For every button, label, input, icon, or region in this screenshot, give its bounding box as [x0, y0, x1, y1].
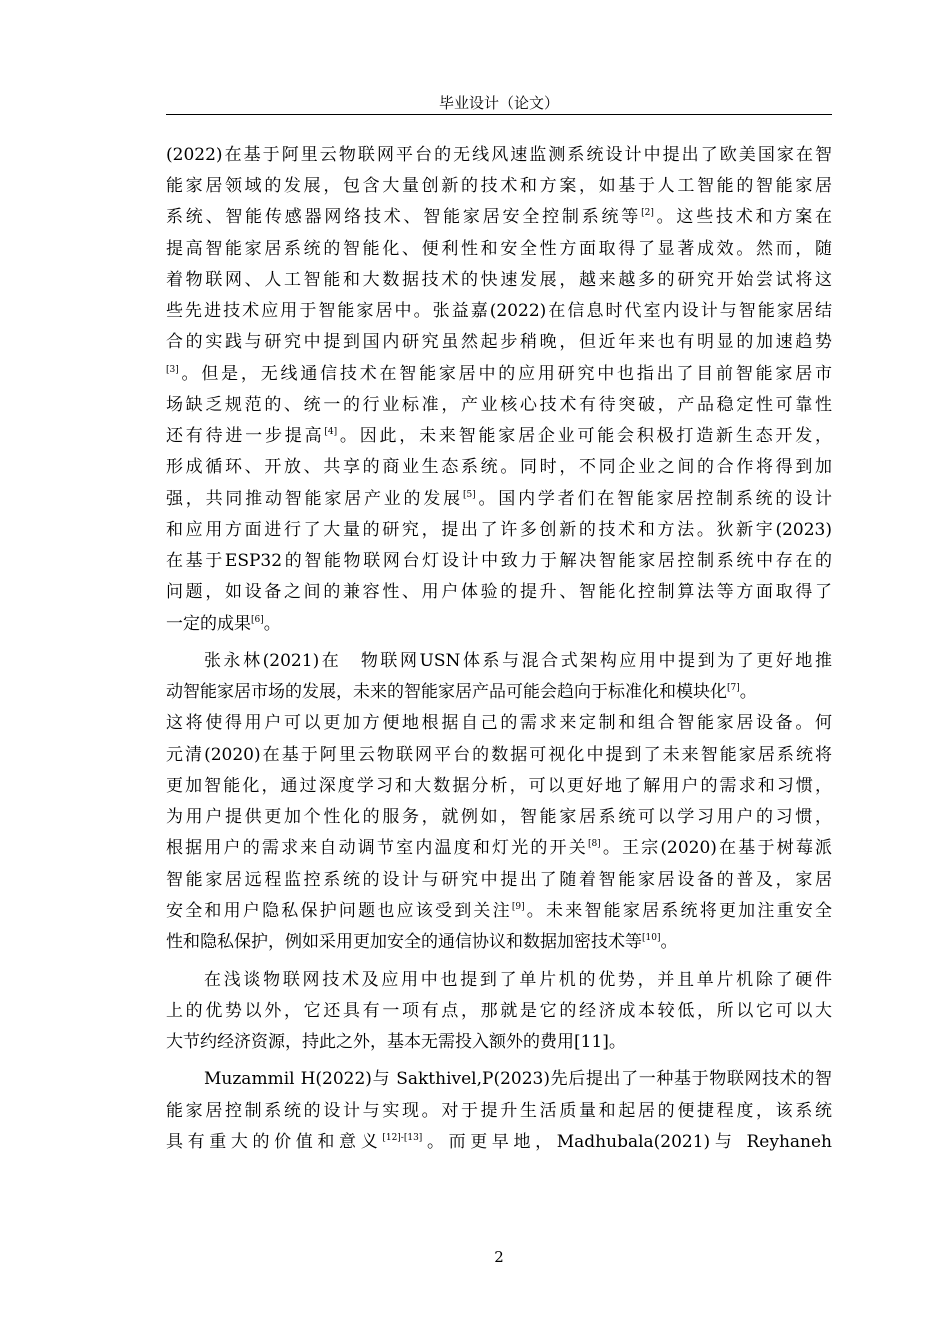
- citation-mark: [9]: [511, 902, 525, 912]
- text-line: 这将使得用户可以更加方便地根据自己的需求来定制和组合智能家居设备。何: [166, 713, 832, 733]
- text-line: 在基于ESP32的智能物联网台灯设计中致力于解决智能家居控制系统中存在的: [166, 551, 832, 571]
- text-line: 能家居控制系统的设计与实现。对于提升生活质量和起居的便捷程度，该系统: [166, 1101, 832, 1121]
- citation-mark: [2]: [641, 208, 654, 218]
- text-line: 根据用户的需求来自动调节室内温度和灯光的开关[8]。王宗(2020)在基于树莓派: [166, 838, 833, 858]
- citation-mark: [7]: [727, 683, 740, 693]
- text-line: 动智能家居市场的发展，未来的智能家居产品可能会趋向于标准化和模块化[7]。: [166, 682, 757, 702]
- text-line: 形成循环、开放、共享的商业生态系统。同时，不同企业之间的合作将得到加: [166, 457, 832, 477]
- citation-mark: [4]: [324, 427, 338, 437]
- citation-mark: [8]: [587, 839, 601, 849]
- header-rule: [166, 114, 832, 115]
- text-line: 张永林(2021)在 物联网USN体系与混合式架构应用中提到为了更好地推: [204, 651, 832, 671]
- text-line: 一定的成果[6]。: [166, 614, 281, 634]
- text-line: 智能家居远程监控系统的设计与研究中提出了随着智能家居设备的普及，家居: [166, 870, 832, 890]
- text-line: (2022)在基于阿里云物联网平台的无线风速监测系统设计中提出了欧美国家在智: [166, 145, 832, 165]
- citation-mark: [12]-[13]: [382, 1133, 423, 1143]
- text-line: 在浅谈物联网技术及应用中也提到了单片机的优势，并且单片机除了硬件: [204, 970, 832, 990]
- text-line: 为用户提供更加个性化的服务，就例如，智能家居系统可以学习用户的习惯，: [166, 807, 832, 827]
- text-line: 着物联网、人工智能和大数据技术的快速发展，越来越多的研究开始尝试将这: [166, 270, 832, 290]
- text-line: 安全和用户隐私保护问题也应该受到关注[9]。未来智能家居系统将更加注重安全: [166, 901, 833, 921]
- text-line: 强，共同推动智能家居产业的发展[5]。国内学者们在智能家居控制系统的设计: [166, 489, 833, 509]
- text-line: 提高智能家居系统的智能化、便利性和安全性方面取得了显著成效。然而，随: [166, 239, 832, 259]
- citation-mark: [10]: [642, 933, 661, 943]
- citation-mark: [6]: [251, 615, 264, 625]
- text-line: 场缺乏规范的、统一的行业标准，产业核心技术有待突破，产品稳定性可靠性: [166, 395, 832, 415]
- text-line: 大节约经济资源，持此之外，基本无需投入额外的费用[11]。: [166, 1032, 626, 1052]
- text-line: 问题，如设备之间的兼容性、用户体验的提升、智能化控制算法等方面取得了: [166, 582, 832, 602]
- citation-mark: [5]: [462, 490, 476, 500]
- text-line: 和应用方面进行了大量的研究，提出了许多创新的技术和方法。狄新宇(2023): [166, 520, 832, 540]
- text-line: [3]。但是，无线通信技术在智能家居中的应用研究中也指出了目前智能家居市: [166, 364, 832, 384]
- text-line: 合的实践与研究中提到国内研究虽然起步稍晚，但近年来也有明显的加速趋势: [166, 332, 832, 352]
- text-line: 能家居领域的发展，包含大量创新的技术和方案，如基于人工智能的智能家居: [166, 176, 832, 196]
- text-line: 具有重大的价值和意义[12]-[13]。而更早地，Madhubala(2021)与 Reyhaneh: [166, 1132, 832, 1152]
- citation-mark: [3]: [166, 365, 179, 375]
- text-line: 些先进技术应用于智能家居中。张益嘉(2022)在信息时代室内设计与智能家居结: [166, 301, 832, 321]
- text-line: 元清(2020)在基于阿里云物联网平台的数据可视化中提到了未来智能家居系统将: [166, 745, 832, 765]
- text-line: 更加智能化，通过深度学习和大数据分析，可以更好地了解用户的需求和习惯，: [166, 776, 832, 796]
- text-line: 上的优势以外，它还具有一项有点，那就是它的经济成本较低，所以它可以大: [166, 1001, 832, 1021]
- text-line: 系统、智能传感器网络技术、智能家居安全控制系统等[2]。这些技术和方案在: [166, 207, 833, 227]
- text-line: Muzammil H(2022)与 Sakthivel,P(2023)先后提出了一种基于物联网技术的智: [204, 1069, 832, 1089]
- text-line: 还有待进一步提高[4]。因此，未来智能家居企业可能会积极打造新生态开发，: [166, 426, 833, 446]
- text-line: 性和隐私保护，例如采用更加安全的通信协议和数据加密技术等[10]。: [166, 932, 678, 952]
- page-number: 2: [494, 1248, 504, 1266]
- page-header: 毕业设计（论文）: [438, 94, 559, 112]
